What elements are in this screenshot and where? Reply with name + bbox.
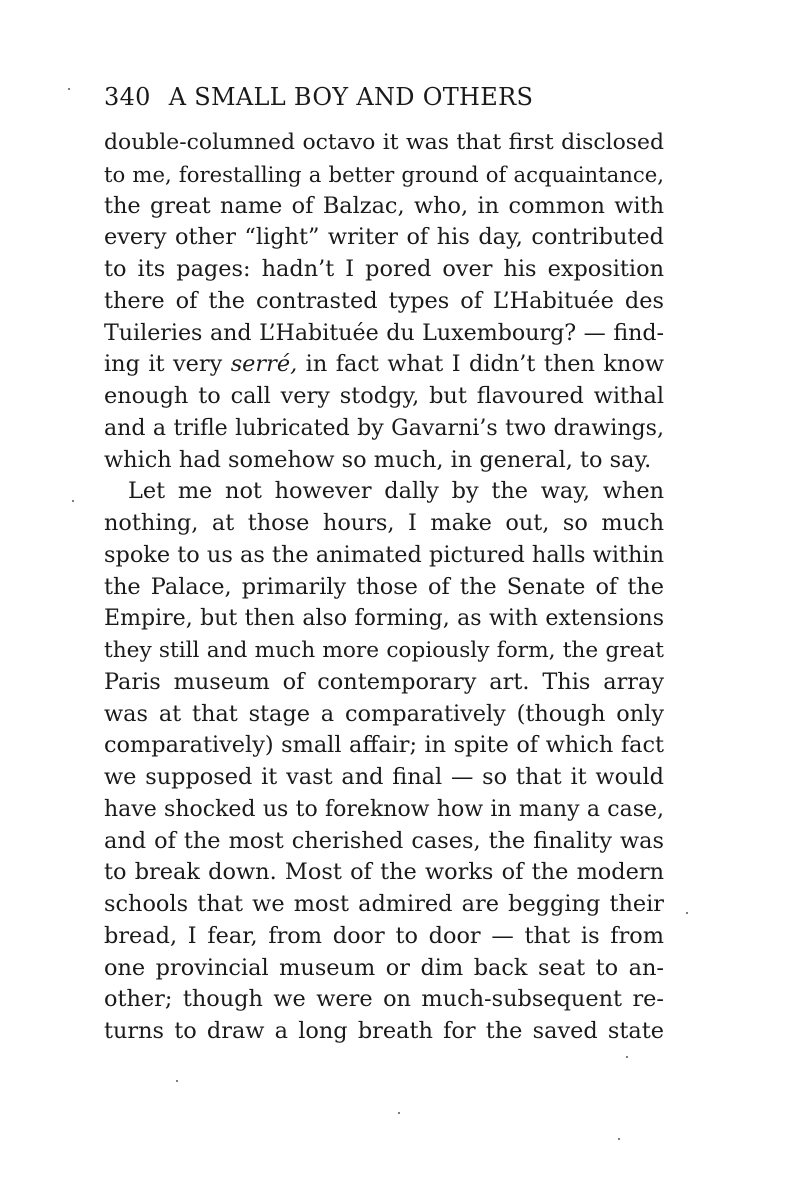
running-head (104, 80, 664, 114)
text-line: Tuileries and L’Habituée du Luxembourg? — find- (104, 319, 664, 346)
text-line (104, 349, 664, 381)
text-line: double-columned octavo it was that first disclosed (104, 130, 664, 155)
text-line: bread, I fear, from door to door — that is from (104, 922, 664, 949)
book-title: A SMALL BOY AND OTHERS (168, 83, 534, 111)
text-line: have shocked us to foreknow how in many a case, (104, 796, 664, 822)
text-line: to its pages: hadn’t I pored over his exposition (104, 256, 664, 282)
text-line: was at that stage a comparatively (though only (104, 700, 664, 727)
text-line: they still and much more copiously form, the great (104, 638, 664, 663)
text-line: comparatively) small affair; in spite of which fact (104, 732, 664, 759)
text-fragment: ing it very (104, 351, 231, 378)
body-text (104, 127, 664, 1048)
text-line: the Palace, primarily those of the Senate of the (104, 573, 664, 600)
text-line: to me, forestalling a better ground of acquaintance, (104, 161, 664, 187)
text-line: every other “light” writer of his day, contributed (104, 224, 664, 251)
text-line: one provincial museum or dim back seat to an- (104, 954, 664, 981)
scan-speck (618, 1138, 620, 1140)
text-line: to break down. Most of the works of the modern (104, 859, 664, 886)
text-line: turns to draw a long breath for the saved state (104, 1018, 664, 1044)
scan-speck (72, 500, 74, 502)
page-number: 340 (104, 83, 151, 111)
text-fragment: in fact what I didn’t then know (297, 351, 664, 378)
scan-speck (68, 88, 70, 90)
text-line: Paris museum of contemporary art. This array (104, 668, 664, 695)
text-line: schools that we most admired are begging their (104, 891, 664, 917)
scan-speck (398, 1112, 400, 1114)
text-line: we supposed it vast and final — so that it would (104, 764, 664, 790)
text-line: enough to call very stodgy, but flavoured withal (104, 383, 664, 409)
text-line: there of the contrasted types of L’Habituée des (104, 287, 664, 314)
text-line: nothing, at those hours, I make out, so much (104, 510, 664, 536)
text-line: which had somehow so much, in general, to say. (104, 446, 652, 473)
text-line: the great name of Balzac, who, in common with (104, 192, 664, 219)
italic-word: serré, (230, 351, 298, 378)
text-line: other; though we were on much-subsequent re- (104, 986, 664, 1013)
text-line: and a trifle lubricated by Gavarni’s two drawings, (104, 415, 664, 441)
scan-speck (176, 1080, 178, 1082)
text-line: Empire, but then also forming, as with extensions (104, 606, 664, 632)
scan-speck (686, 912, 688, 914)
text-line: and of the most cherished cases, the finality was (104, 827, 664, 854)
scan-speck (626, 1056, 628, 1058)
text-line: spoke to us as the animated pictured halls within (104, 541, 664, 568)
text-line: Let me not however dally by the way, when (128, 478, 664, 505)
